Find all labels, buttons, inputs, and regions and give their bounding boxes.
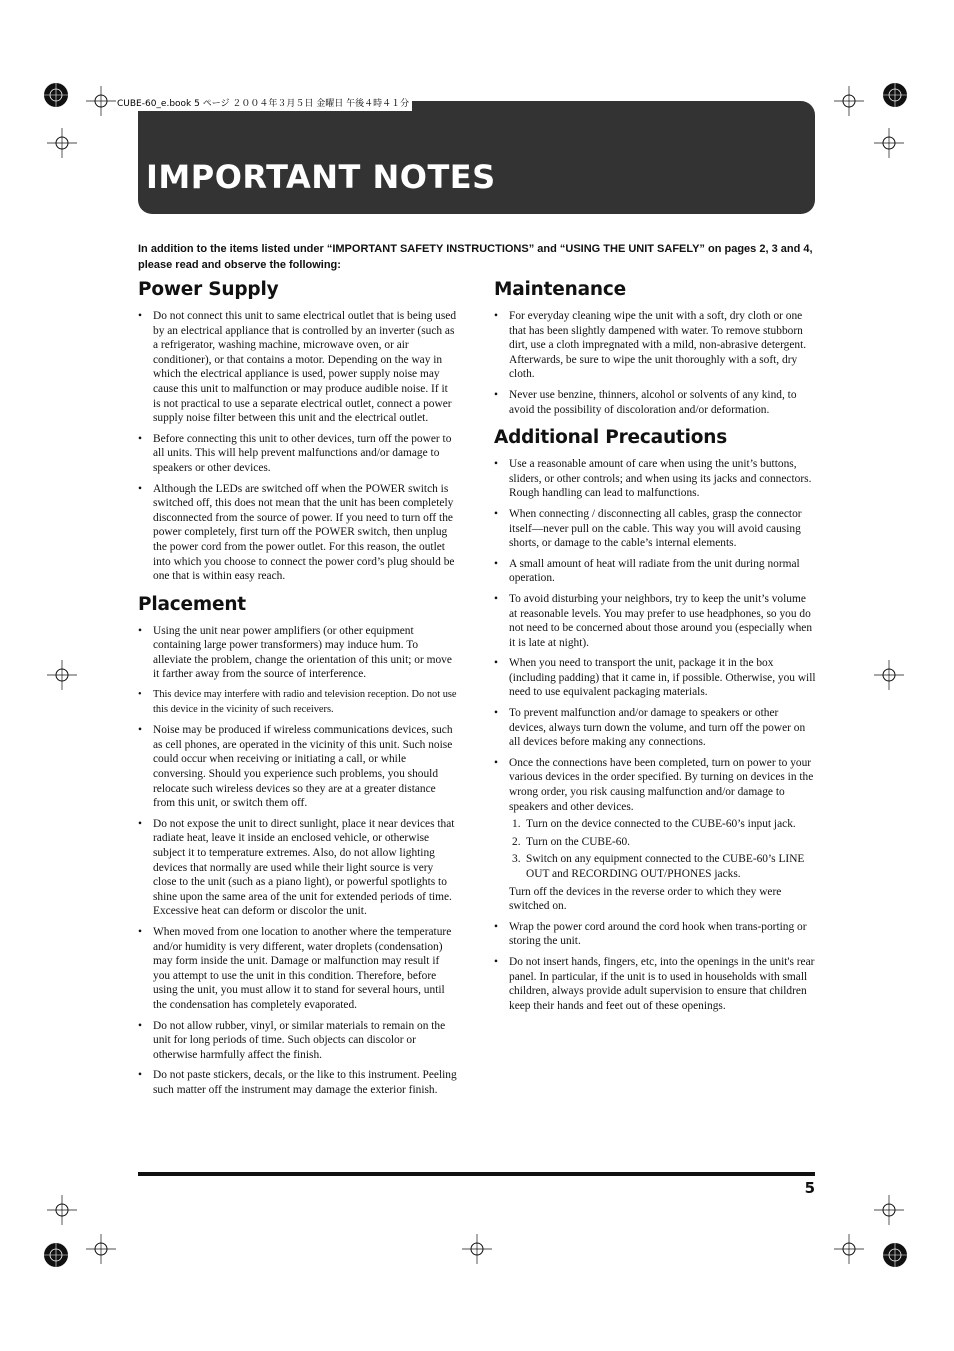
bullet-list [494,457,816,1013]
step-text: Turn on the CUBE-60. [526,835,631,848]
list-item: • Do not connect this unit to same electrical outlet that is being used by an electrical appliance that is controlled by an inverter (such as a refrigerator, washing machine, microwave oven, or air conditioner), or that contains a motor. Depending on the way in which the electrical appliance is used, power supply noise may cause this unit to malfunction or may produce audible noise. If it is not practical to use a separate electrical outlet, connect a power supply noise filter between this unit and the electrical outlet. [138,309,458,426]
list-item: • Do not insert hands, fingers, etc, into the openings in the unit's rear panel. In particular, if the unit is to used in households with small children, always provide adult supervision to ensure that children keep their hands and feet out of these openings. [494,955,816,1013]
section-heading: Power Supply [138,279,279,300]
additional-precautions-section [494,425,816,1013]
list-item: • Use a reasonable amount of care when using the unit’s buttons, sliders, or other controls; and when using its jacks and connectors. Rough handling can lead to malfunctions. [494,457,816,501]
registration-target-icon [882,82,908,108]
bullet-list [494,309,816,417]
crosshair-mark-icon [86,86,116,116]
step-item [509,817,816,832]
list-item: • When connecting / disconnecting all cables, grasp the connector itself—never pull on the cable. This way you will avoid causing shorts, or damage to the cable’s internal elements. [494,507,816,551]
list-item: • To prevent malfunction and/or damage to speakers or other devices, always turn down the volume, and turn off the power on all devices before making any connections. [494,706,816,750]
bullet-list [138,624,458,1098]
list-item: • Do not expose the unit to direct sunlight, place it near devices that radiate heat, leave it inside an enclosed vehicle, or otherwise subject it to temperature extremes. Also, do not allow lighting devices that normally are used while their light source is very close to the unit (such as a piano light), or powerful spotlights to shine upon the same area of the unit for extended periods of time. Excessive heat can deform or discolor the unit. [138,817,458,919]
page-title: IMPORTANT NOTES [146,158,496,196]
list-item: • Do not allow rubber, vinyl, or similar materials to remain on the unit for long periods of time. Such objects can discolor or otherwise harmfully affect the finish. [138,1019,458,1063]
list-item: • To avoid disturbing your neighbors, try to keep the unit’s volume at reasonable levels. You may prefer to use headphones, so you do not need to be concerned about those around you (especially when it is late at night). [494,592,816,650]
section-heading: Placement [138,593,246,615]
list-item: • When you need to transport the unit, package it in the box (including padding) that it came in, if possible. Otherwise, you will need to use equivalent packaging materials. [494,656,816,700]
steps-list [509,817,816,881]
left-column [138,277,458,1104]
title-banner [138,101,815,214]
right-column [494,277,816,1019]
step-item [509,835,816,850]
registration-target-icon [43,82,69,108]
list-item: • Before connecting this unit to other devices, turn off the power to all units. This will help prevent malfunctions and/or damage to speakers or other devices. [138,432,458,476]
list-item-power-on-order [494,756,816,914]
crosshair-mark-icon [874,128,904,158]
list-item: • When moved from one location to another where the temperature and/or humidity is very different, water droplets (condensation) may form inside the unit. Damage or malfunction may result if you attempt to use the unit in this condition. Therefore, before using the unit, you must allow it to stand for several hours, until the condensation has completely evaporated. [138,925,458,1013]
crosshair-mark-icon [47,660,77,690]
crosshair-mark-icon [86,1234,116,1264]
crosshair-mark-icon [47,128,77,158]
bullet-list [138,309,458,584]
list-item: • Never use benzine, thinners, alcohol or solvents of any kind, to avoid the possibility of discoloration and/or deformation. [494,388,816,417]
section-heading: Additional Precautions [494,427,728,449]
maintenance-section [494,277,816,417]
crosshair-mark-icon [47,1195,77,1225]
section-heading: Maintenance [494,279,626,300]
file-stamp: CUBE-60_e.book 5 ページ ２００４年３月５日 金曜日 午後４時４１分 [117,97,412,111]
step-text: Switch on any equipment connected to the CUBE-60’s LINE OUT and RECORDING OUT/PHONES jacks. [526,853,805,880]
list-item: • Do not paste stickers, decals, or the like to this instrument. Peeling such matter off the instrument may damage the exterior finish. [138,1068,458,1097]
step-number: 1. [512,818,521,831]
list-item: • Noise may be produced if wireless communications devices, such as cell phones, are operated in the vicinity of this unit. Such noise could occur when receiving or initiating a call, or while conversing. Should you experience such problems, you should relocate such wireless devices so they are at a greater distance from this unit, or switch them off. [138,723,458,811]
list-item: • For everyday cleaning wipe the unit with a soft, dry cloth or one that has been slightly dampened with water. To remove stubborn dirt, use a cloth impregnated with a mild, non-abrasive detergent. Afterwards, be sure to wipe the unit thoroughly with a soft, dry cloth. [494,309,816,382]
list-item: • This device may interfere with radio and television reception. Do not use this device in the vicinity of such receivers. [138,688,458,717]
crosshair-mark-icon [462,1234,492,1264]
step-number: 2. [512,835,521,848]
step-text: Turn on the device connected to the CUBE-60’s input jack. [526,818,796,831]
step-item [509,852,816,881]
placement-section [138,592,458,1098]
footer-rule [138,1172,815,1176]
power-supply-section [138,277,458,584]
power-on-text: Once the connections have been completed, turn on power to your various devices in the order specified. By turning on devices in the wrong order, you risk causing malfunction and/or damage to speakers and other devices. [509,756,814,813]
power-off-note: Turn off the devices in the reverse order to which they were switched on. [509,885,782,913]
crosshair-mark-icon [874,660,904,690]
step-number: 3. [512,853,521,866]
registration-target-icon [882,1242,908,1268]
crosshair-mark-icon [834,1234,864,1264]
crosshair-mark-icon [874,1195,904,1225]
list-item: • Wrap the power cord around the cord hook when trans-porting or storing the unit. [494,920,816,949]
crosshair-mark-icon [834,86,864,116]
list-item: • Although the LEDs are switched off when the POWER switch is switched off, this does not mean that the unit has been completely disconnected from the source of power. If you need to turn off the power completely, first turn off the POWER switch, then unplug the power cord from the power outlet. For this reason, the outlet into which you choose to connect the power cord’s plug should be one that is within easy reach. [138,482,458,584]
intro-text: In addition to the items listed under “IMPORTANT SAFETY INSTRUCTIONS” and “USING THE UNIT SAFELY” on pages 2, 3 and 4, please read and observe the following: [138,243,813,271]
list-item: • Using the unit near power amplifiers (or other equipment containing large power transformers) may induce hum. To alleviate the problem, change the orientation of this unit; or move it farther away from the source of interference. [138,624,458,682]
registration-target-icon [43,1242,69,1268]
page-number: 5 [804,1179,815,1197]
list-item: • A small amount of heat will radiate from the unit during normal operation. [494,557,816,586]
